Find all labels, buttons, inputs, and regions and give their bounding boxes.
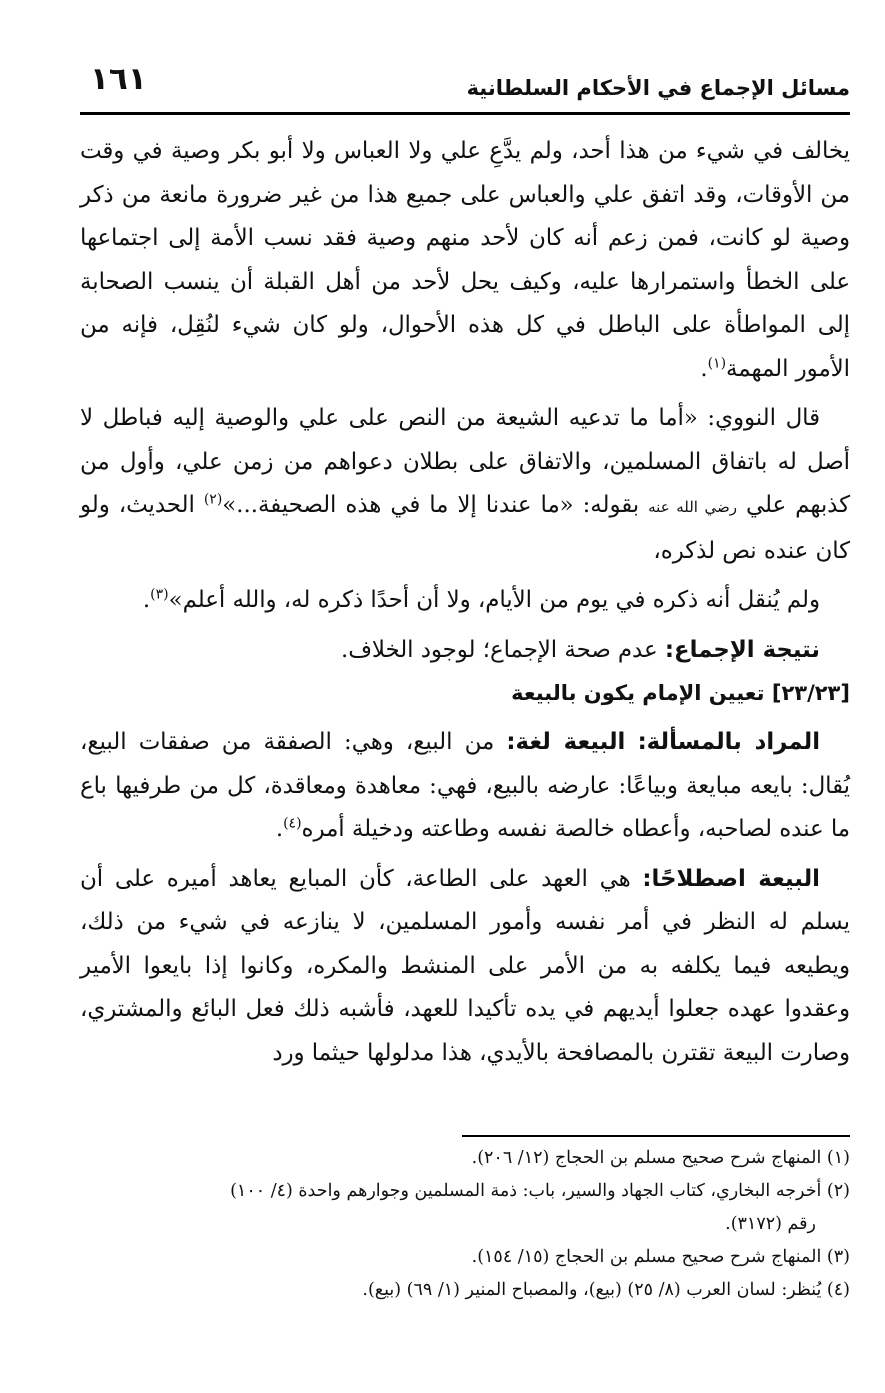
footnote-ref-3: (٣) (150, 586, 169, 603)
footnote-1-text: (١) المنهاج شرح صحيح مسلم بن الحجاج (١٢/ ٢٠٦). (471, 1148, 850, 1168)
footnote-2-text: (٢) أخرجه البخاري، كتاب الجهاد والسير، باب: ذمة المسلمين وجوارهم واحدة (٤/ ١٠٠) (230, 1181, 850, 1201)
honorific-mark: رضي الله عنه (648, 498, 737, 516)
term-technical: البيعة اصطلاحًا: (642, 865, 820, 892)
term-meaning: المراد بالمسألة: (637, 729, 821, 755)
footnote-ref-1: (١) (707, 354, 727, 371)
consensus-result-term: نتيجة الإجماع: (664, 636, 820, 663)
footnote-3-text: (٣) المنهاج شرح صحيح مسلم بن الحجاج (١٥/ ١٥٤). (471, 1247, 850, 1267)
footnote-rule (462, 1135, 850, 1137)
paragraph-3-text: ولم يُنقل أنه ذكره في يوم من الأيام، ولا أن أحدًا ذكره له، والله أعلم» (168, 587, 820, 613)
footnote-ref-4: (٤) (283, 815, 302, 832)
paragraph-3 (80, 579, 850, 623)
term-lexical: البيعة لغة: (506, 729, 626, 755)
footnote-3 (80, 1241, 850, 1274)
section-heading: [٢٣/٢٣] تعيين الإمام يكون بالبيعة (511, 681, 850, 705)
paragraph-6-text: هي العهد على الطاعة، كأن المبايع يعاهد أميره على أن يسلم له النظر في أمر نفسه وأمور المسلمين، لا ينازعه في شيء من ذلك، ويطيعه فيما يكلفه به من الأمر على المنشط والمكره، وكانوا إذا بايعوا الأمير وعقدوا عهده جعلوا أيديهم في يده تأكيدا للعهد، فأشبه ذلك فعل البائع والمشتري، وصارت البيعة تقترن بالمصافحة بالأيدي، هذا مدلولها حيثما ورد (80, 865, 850, 1066)
paragraph-2-text-a: قال النووي: «أما ما تدعيه الشيعة من النص على علي والوصية إليه فباطل لا أصل له باتفاق المسلمين، والاتفاق على بطلان دعواهم من زمن علي، وأول من كذبهم علي (80, 405, 850, 518)
paragraph-definition-lexical (80, 721, 850, 852)
footnotes (80, 1142, 850, 1307)
footnote-2-continuation: رقم (٣١٧٢). (725, 1214, 816, 1234)
footnote-1 (80, 1142, 850, 1175)
footnote-ref-2: (٢) (203, 491, 223, 508)
page-header (82, 56, 850, 108)
paragraph-3-end: . (142, 587, 151, 613)
paragraph-5-text: من البيع، وهي: الصفقة من صفقات البيع، يُقال: بايعه مبايعة وبياعًا: عارضه بالبيع، فهي: معاهدة ومعاقدة، كل من طرفيها باع ما عنده لصاحبه، وأعطاه خالصة نفسه وطاعته ودخيلة أمره (80, 729, 850, 842)
running-title: مسائل الإجماع في الأحكام السلطانية (466, 76, 850, 100)
paragraph-1 (80, 130, 850, 391)
page-number: ١٦١ (90, 61, 147, 97)
consensus-result-text: عدم صحة الإجماع؛ لوجود الخلاف. (341, 636, 658, 663)
consensus-result (80, 629, 850, 673)
footnote-2 (80, 1175, 850, 1241)
footnote-4-text: (٤) يُنظر: لسان العرب (٨/ ٢٥) (بيع)، والمصباح المنير (١/ ٦٩) (بيع). (362, 1280, 850, 1300)
paragraph-nawawi (80, 397, 850, 573)
header-rule (80, 112, 850, 115)
paragraph-1-end: . (700, 355, 708, 382)
footnote-4 (80, 1274, 850, 1307)
main-text (80, 130, 850, 1075)
paragraph-2-text-b: بقوله: «ما عندنا إلا ما في هذه الصحيفة...» (222, 492, 640, 518)
paragraph-5-end: . (275, 816, 284, 842)
paragraph-1-text: يخالف في شيء من هذا أحد، ولم يدَّعِ علي ولا العباس ولا أبو بكر وصية في وقت من الأوقات، وقد اتفق علي والعباس على جميع هذا من غير ضرورة مانعة من ذكر وصية لو كانت، فمن زعم أنه كان لأحد منهم وصية فقد نسب الأمة إلى اجتماعها على الخطأ واستمرارها عليه، وكيف يحل لأحد من أهل القبلة أن ينسب الصحابة إلى المواطأة على الباطل في كل هذه الأحوال، ولو كان شيء لنُقِل، فإنه من الأمور المهمة (80, 138, 850, 382)
paragraph-2-text-c: الحديث، ولو كان عنده نص لذكره، (80, 492, 850, 564)
paragraph-definition-technical (80, 858, 850, 1076)
